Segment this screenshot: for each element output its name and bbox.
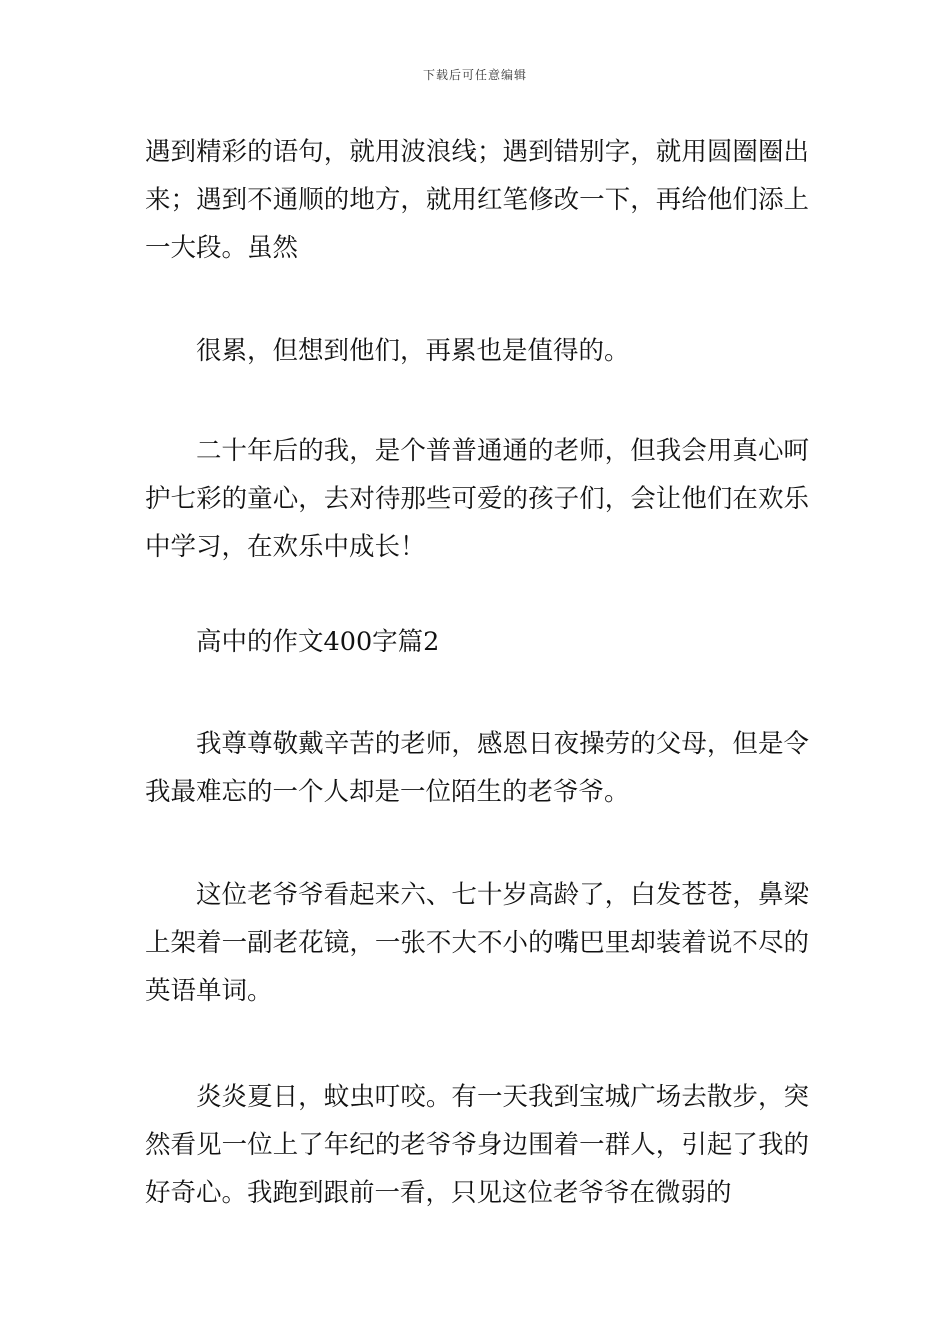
paragraph-4: 我尊尊敬戴辛苦的老师，感恩日夜操劳的父母，但是令我最难忘的一个人却是一位陌生的老爷爷。 [145, 729, 809, 807]
paragraph-1: 遇到精彩的语句，就用波浪线；遇到错别字，就用圆圈圈出来；遇到不通顺的地方，就用红笔修改一下，再给他们添上一大段。虽然 [145, 137, 809, 263]
paragraph-3: 二十年后的我，是个普普通通的老师，但我会用真心呵护七彩的童心，去对待那些可爱的孩子们，会让他们在欢乐中学习，在欢乐中成长！ [145, 436, 809, 562]
paragraph-6: 炎炎夏日，蚊虫叮咬。有一天我到宝城广场去散步，突然看见一位上了年纪的老爷爷身边围着一群人，引起了我的好奇心。我跑到跟前一看，只见这位老爷爷在微弱的 [145, 1082, 809, 1208]
section-heading: 高中的作文400字篇2 [196, 627, 440, 657]
page-header: 下载后可任意编辑 [422, 68, 527, 82]
paragraph-5: 这位老爷爷看起来六、七十岁高龄了，白发苍苍，鼻梁上架着一副老花镜，一张不大不小的嘴巴里却装着说不尽的英语单词。 [145, 880, 809, 1006]
document-body [145, 128, 809, 1217]
paragraph-2: 很累，但想到他们，再累也是值得的。 [196, 336, 630, 366]
